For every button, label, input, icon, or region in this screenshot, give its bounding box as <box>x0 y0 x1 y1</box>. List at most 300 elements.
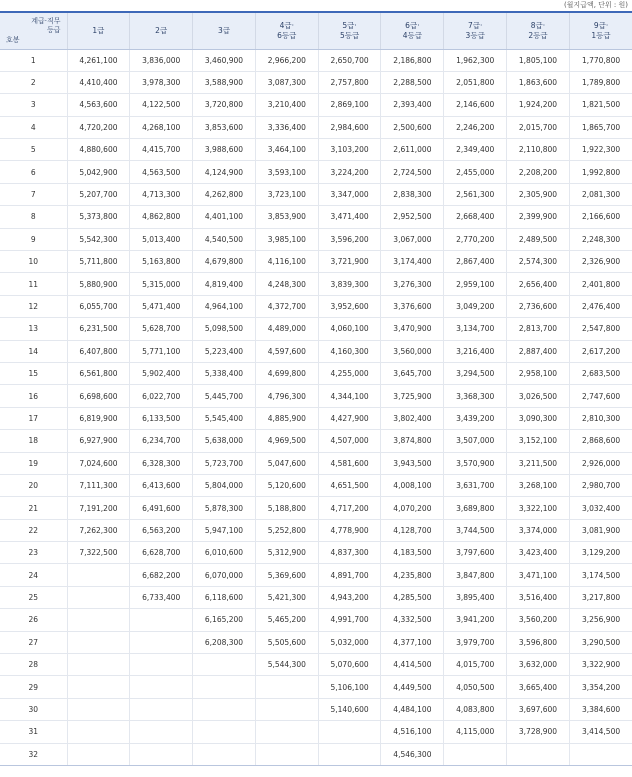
salary-cell: 7,191,200 <box>67 497 130 519</box>
salary-cell: 2,349,400 <box>444 139 507 161</box>
salary-cell: 5,070,600 <box>318 654 381 676</box>
salary-cell: 3,797,600 <box>444 542 507 564</box>
salary-cell: 1,821,500 <box>569 94 632 116</box>
step-cell: 13 <box>0 318 67 340</box>
salary-cell: 3,645,700 <box>381 362 444 384</box>
salary-cell: 3,978,300 <box>130 71 193 93</box>
salary-cell: 2,926,000 <box>569 452 632 474</box>
salary-cell: 5,771,100 <box>130 340 193 362</box>
salary-cell: 4,563,600 <box>67 94 130 116</box>
salary-cell: 3,210,400 <box>255 94 318 116</box>
table-row <box>0 385 632 407</box>
step-cell: 16 <box>0 385 67 407</box>
step-cell: 2 <box>0 71 67 93</box>
salary-cell <box>67 609 130 631</box>
salary-cell: 3,336,400 <box>255 116 318 138</box>
table-row <box>0 206 632 228</box>
table-row <box>0 586 632 608</box>
salary-cell <box>507 743 570 765</box>
salary-cell: 6,055,700 <box>67 295 130 317</box>
salary-cell: 6,010,600 <box>193 542 256 564</box>
salary-cell <box>130 698 193 720</box>
salary-cell: 3,839,300 <box>318 273 381 295</box>
step-cell: 4 <box>0 116 67 138</box>
column-header-7 <box>444 12 507 49</box>
table-row <box>0 407 632 429</box>
salary-cell: 6,133,500 <box>130 407 193 429</box>
salary-cell: 5,638,000 <box>193 430 256 452</box>
table-row <box>0 161 632 183</box>
table-row <box>0 519 632 541</box>
salary-cell: 2,958,100 <box>507 362 570 384</box>
salary-cell: 3,049,200 <box>444 295 507 317</box>
salary-cell: 5,445,700 <box>193 385 256 407</box>
salary-cell: 3,216,400 <box>444 340 507 362</box>
table-row <box>0 340 632 362</box>
table-row <box>0 228 632 250</box>
salary-cell: 7,322,500 <box>67 542 130 564</box>
salary-cell: 2,650,700 <box>318 49 381 71</box>
salary-cell: 4,880,600 <box>67 139 130 161</box>
step-cell: 10 <box>0 251 67 273</box>
table-row <box>0 542 632 564</box>
salary-cell: 6,231,500 <box>67 318 130 340</box>
salary-cell <box>67 743 130 765</box>
salary-cell <box>130 609 193 631</box>
salary-cell: 3,439,200 <box>444 407 507 429</box>
salary-cell: 2,617,200 <box>569 340 632 362</box>
table-row <box>0 116 632 138</box>
column-header-line: 5등급 <box>339 30 360 40</box>
salary-cell: 4,964,100 <box>193 295 256 317</box>
salary-cell: 2,547,800 <box>569 318 632 340</box>
salary-cell: 4,427,900 <box>318 407 381 429</box>
salary-cell: 1,924,200 <box>507 94 570 116</box>
salary-cell: 2,668,400 <box>444 206 507 228</box>
salary-cell: 4,128,700 <box>381 519 444 541</box>
step-cell: 30 <box>0 698 67 720</box>
table-row <box>0 251 632 273</box>
salary-cell: 2,810,300 <box>569 407 632 429</box>
table-row <box>0 295 632 317</box>
salary-cell: 2,288,500 <box>381 71 444 93</box>
salary-cell: 3,721,900 <box>318 251 381 273</box>
salary-cell: 2,813,700 <box>507 318 570 340</box>
salary-cell: 5,163,800 <box>130 251 193 273</box>
salary-cell: 6,733,400 <box>130 586 193 608</box>
salary-cell: 3,728,900 <box>507 721 570 743</box>
salary-cell: 5,315,000 <box>130 273 193 295</box>
salary-cell: 5,098,500 <box>193 318 256 340</box>
salary-cell: 7,024,600 <box>67 452 130 474</box>
table-row <box>0 631 632 653</box>
salary-cell: 6,328,300 <box>130 452 193 474</box>
salary-cell: 4,563,500 <box>130 161 193 183</box>
salary-cell: 6,022,700 <box>130 385 193 407</box>
salary-cell: 5,223,400 <box>193 340 256 362</box>
step-cell: 15 <box>0 362 67 384</box>
salary-cell: 3,211,500 <box>507 452 570 474</box>
salary-cell: 3,134,700 <box>444 318 507 340</box>
salary-cell: 3,570,900 <box>444 452 507 474</box>
column-header-line: 3급 <box>217 25 230 35</box>
salary-cell: 2,208,200 <box>507 161 570 183</box>
salary-cell: 2,683,500 <box>569 362 632 384</box>
salary-cell: 5,947,100 <box>193 519 256 541</box>
salary-cell: 3,847,800 <box>444 564 507 586</box>
salary-cell: 6,819,900 <box>67 407 130 429</box>
salary-cell <box>67 586 130 608</box>
salary-cell: 3,217,800 <box>569 586 632 608</box>
salary-cell: 4,235,800 <box>381 564 444 586</box>
column-header-line: 1급 <box>92 25 105 35</box>
table-row <box>0 71 632 93</box>
salary-cell: 4,160,300 <box>318 340 381 362</box>
salary-cell: 6,927,900 <box>67 430 130 452</box>
salary-cell <box>255 721 318 743</box>
salary-cell <box>569 743 632 765</box>
salary-cell: 3,268,100 <box>507 474 570 496</box>
step-cell: 14 <box>0 340 67 362</box>
salary-cell: 2,966,200 <box>255 49 318 71</box>
salary-cell: 4,717,200 <box>318 497 381 519</box>
corner-label-grade-type: 계급·직무 <box>31 17 61 25</box>
column-header-line: 3등급 <box>465 30 485 40</box>
salary-cell: 2,736,600 <box>507 295 570 317</box>
salary-cell: 2,770,200 <box>444 228 507 250</box>
salary-cell: 2,867,400 <box>444 251 507 273</box>
column-header-line: 7급· <box>467 20 483 30</box>
salary-cell: 2,051,800 <box>444 71 507 93</box>
salary-cell: 2,081,300 <box>569 183 632 205</box>
salary-cell: 5,106,100 <box>318 676 381 698</box>
salary-cell: 5,042,900 <box>67 161 130 183</box>
salary-cell: 3,322,100 <box>507 497 570 519</box>
table-row <box>0 452 632 474</box>
salary-cell: 2,757,800 <box>318 71 381 93</box>
step-cell: 17 <box>0 407 67 429</box>
salary-cell: 3,322,900 <box>569 654 632 676</box>
table-row <box>0 497 632 519</box>
salary-cell: 3,471,100 <box>507 564 570 586</box>
salary-cell: 4,991,700 <box>318 609 381 631</box>
table-row <box>0 94 632 116</box>
salary-cell: 4,124,900 <box>193 161 256 183</box>
step-cell: 5 <box>0 139 67 161</box>
salary-cell: 5,120,600 <box>255 474 318 496</box>
table-row <box>0 609 632 631</box>
table-row <box>0 362 632 384</box>
column-header-line: 4등급 <box>402 30 423 40</box>
salary-cell: 5,545,400 <box>193 407 256 429</box>
corner-label-step: 호봉 <box>6 35 20 44</box>
salary-cell: 3,853,900 <box>255 206 318 228</box>
salary-cell: 2,656,400 <box>507 273 570 295</box>
salary-cell: 4,679,800 <box>193 251 256 273</box>
salary-cell: 4,484,100 <box>381 698 444 720</box>
salary-cell: 2,869,100 <box>318 94 381 116</box>
salary-cell: 3,414,500 <box>569 721 632 743</box>
table-row <box>0 676 632 698</box>
salary-cell: 3,874,800 <box>381 430 444 452</box>
step-cell: 19 <box>0 452 67 474</box>
salary-cell: 4,261,100 <box>67 49 130 71</box>
salary-cell: 4,581,600 <box>318 452 381 474</box>
salary-cell: 2,146,600 <box>444 94 507 116</box>
table-row <box>0 183 632 205</box>
step-cell: 12 <box>0 295 67 317</box>
salary-cell: 3,941,200 <box>444 609 507 631</box>
salary-cell: 3,276,300 <box>381 273 444 295</box>
salary-cell: 6,413,600 <box>130 474 193 496</box>
salary-cell: 5,628,700 <box>130 318 193 340</box>
salary-cell: 2,980,700 <box>569 474 632 496</box>
salary-cell: 2,489,500 <box>507 228 570 250</box>
step-cell: 9 <box>0 228 67 250</box>
salary-cell: 1,992,800 <box>569 161 632 183</box>
salary-cell: 3,507,000 <box>444 430 507 452</box>
salary-cell: 4,507,000 <box>318 430 381 452</box>
salary-cell <box>130 743 193 765</box>
salary-cell: 1,863,600 <box>507 71 570 93</box>
salary-cell: 2,724,500 <box>381 161 444 183</box>
salary-cell: 3,943,500 <box>381 452 444 474</box>
salary-cell: 5,032,000 <box>318 631 381 653</box>
salary-cell: 7,262,300 <box>67 519 130 541</box>
salary-cell: 3,689,800 <box>444 497 507 519</box>
salary-cell: 2,393,400 <box>381 94 444 116</box>
salary-cell: 4,015,700 <box>444 654 507 676</box>
salary-cell: 1,922,300 <box>569 139 632 161</box>
salary-cell: 3,224,200 <box>318 161 381 183</box>
salary-cell: 3,374,000 <box>507 519 570 541</box>
step-cell: 6 <box>0 161 67 183</box>
salary-cell: 3,087,300 <box>255 71 318 93</box>
salary-cell: 2,984,600 <box>318 116 381 138</box>
table-row <box>0 564 632 586</box>
salary-cell <box>255 698 318 720</box>
salary-cell: 5,902,400 <box>130 362 193 384</box>
salary-cell <box>193 743 256 765</box>
salary-cell: 5,047,600 <box>255 452 318 474</box>
salary-cell: 4,116,100 <box>255 251 318 273</box>
column-header-6 <box>381 12 444 49</box>
salary-cell: 5,723,700 <box>193 452 256 474</box>
salary-table-body <box>0 49 632 766</box>
salary-cell: 1,865,700 <box>569 116 632 138</box>
salary-cell: 6,563,200 <box>130 519 193 541</box>
table-row <box>0 698 632 720</box>
salary-cell: 2,305,900 <box>507 183 570 205</box>
salary-cell: 4,248,300 <box>255 273 318 295</box>
salary-cell: 4,597,600 <box>255 340 318 362</box>
salary-cell: 5,013,400 <box>130 228 193 250</box>
salary-cell: 2,838,300 <box>381 183 444 205</box>
column-header-line: 6등급 <box>277 30 297 40</box>
salary-cell: 2,326,900 <box>569 251 632 273</box>
salary-cell: 3,560,200 <box>507 609 570 631</box>
salary-cell: 4,060,100 <box>318 318 381 340</box>
salary-cell: 4,819,400 <box>193 273 256 295</box>
step-cell: 26 <box>0 609 67 631</box>
salary-cell <box>193 721 256 743</box>
salary-cell: 1,962,300 <box>444 49 507 71</box>
salary-cell: 6,698,600 <box>67 385 130 407</box>
salary-cell: 5,369,600 <box>255 564 318 586</box>
salary-cell: 2,952,500 <box>381 206 444 228</box>
salary-cell: 3,103,200 <box>318 139 381 161</box>
salary-cell: 4,796,300 <box>255 385 318 407</box>
salary-cell: 4,891,700 <box>318 564 381 586</box>
salary-cell: 2,959,100 <box>444 273 507 295</box>
table-row <box>0 654 632 676</box>
step-cell: 32 <box>0 743 67 765</box>
salary-cell <box>67 698 130 720</box>
salary-cell: 5,711,800 <box>67 251 130 273</box>
salary-cell: 3,979,700 <box>444 631 507 653</box>
step-cell: 29 <box>0 676 67 698</box>
column-header-line: 8급· <box>530 20 546 30</box>
salary-cell <box>318 721 381 743</box>
salary-cell: 3,802,400 <box>381 407 444 429</box>
salary-cell: 3,090,300 <box>507 407 570 429</box>
salary-cell: 5,880,900 <box>67 273 130 295</box>
salary-table <box>0 11 632 766</box>
salary-cell: 3,376,600 <box>381 295 444 317</box>
salary-cell: 5,188,800 <box>255 497 318 519</box>
salary-cell: 4,255,000 <box>318 362 381 384</box>
step-cell: 18 <box>0 430 67 452</box>
salary-cell: 3,596,800 <box>507 631 570 653</box>
salary-cell: 4,415,700 <box>130 139 193 161</box>
step-cell: 22 <box>0 519 67 541</box>
salary-cell: 3,697,600 <box>507 698 570 720</box>
salary-cell: 3,026,500 <box>507 385 570 407</box>
salary-cell: 2,015,700 <box>507 116 570 138</box>
salary-cell <box>255 743 318 765</box>
salary-cell: 3,596,200 <box>318 228 381 250</box>
salary-cell: 4,401,100 <box>193 206 256 228</box>
column-header-4 <box>255 12 318 49</box>
salary-cell: 5,804,000 <box>193 474 256 496</box>
salary-cell: 3,174,400 <box>381 251 444 273</box>
salary-cell: 3,032,400 <box>569 497 632 519</box>
table-row <box>0 743 632 765</box>
salary-cell: 4,449,500 <box>381 676 444 698</box>
salary-cell: 6,234,700 <box>130 430 193 452</box>
salary-cell: 2,246,200 <box>444 116 507 138</box>
step-cell: 23 <box>0 542 67 564</box>
table-row <box>0 430 632 452</box>
column-header-9 <box>569 12 632 49</box>
salary-cell: 4,083,800 <box>444 698 507 720</box>
salary-cell: 3,895,400 <box>444 586 507 608</box>
step-cell: 8 <box>0 206 67 228</box>
step-cell: 28 <box>0 654 67 676</box>
salary-cell: 5,312,900 <box>255 542 318 564</box>
salary-cell: 3,985,100 <box>255 228 318 250</box>
column-header-line: 4급· <box>279 20 294 30</box>
salary-cell: 6,118,600 <box>193 586 256 608</box>
salary-cell: 3,384,600 <box>569 698 632 720</box>
salary-cell: 3,471,400 <box>318 206 381 228</box>
salary-cell: 4,070,200 <box>381 497 444 519</box>
salary-cell: 4,489,000 <box>255 318 318 340</box>
column-header-line: 1등급 <box>591 30 611 40</box>
salary-cell: 1,770,800 <box>569 49 632 71</box>
salary-cell: 3,665,400 <box>507 676 570 698</box>
salary-cell: 3,464,100 <box>255 139 318 161</box>
salary-cell: 4,699,800 <box>255 362 318 384</box>
salary-cell: 4,262,800 <box>193 183 256 205</box>
salary-cell: 4,720,200 <box>67 116 130 138</box>
table-row <box>0 49 632 71</box>
step-cell: 27 <box>0 631 67 653</box>
salary-cell: 4,344,100 <box>318 385 381 407</box>
column-header-line: 5급· <box>342 20 357 30</box>
salary-cell: 4,122,500 <box>130 94 193 116</box>
salary-cell: 5,373,800 <box>67 206 130 228</box>
salary-cell: 4,713,300 <box>130 183 193 205</box>
salary-cell: 2,455,000 <box>444 161 507 183</box>
salary-cell <box>67 654 130 676</box>
salary-cell: 3,347,000 <box>318 183 381 205</box>
salary-cell: 6,628,700 <box>130 542 193 564</box>
corner-label-grade: 등급 <box>46 26 61 34</box>
salary-cell: 3,723,100 <box>255 183 318 205</box>
column-header-5 <box>318 12 381 49</box>
salary-cell: 3,129,200 <box>569 542 632 564</box>
salary-cell: 6,561,800 <box>67 362 130 384</box>
column-header-line: 2급 <box>155 25 168 35</box>
corner-header-cell <box>0 12 67 49</box>
salary-cell: 5,465,200 <box>255 609 318 631</box>
step-cell: 25 <box>0 586 67 608</box>
salary-cell: 2,500,600 <box>381 116 444 138</box>
salary-cell: 5,207,700 <box>67 183 130 205</box>
salary-cell: 2,611,000 <box>381 139 444 161</box>
table-row <box>0 273 632 295</box>
salary-cell <box>444 743 507 765</box>
step-cell: 21 <box>0 497 67 519</box>
salary-cell: 2,476,400 <box>569 295 632 317</box>
salary-cell <box>130 721 193 743</box>
salary-cell: 2,868,600 <box>569 430 632 452</box>
step-cell: 3 <box>0 94 67 116</box>
salary-cell: 3,294,500 <box>444 362 507 384</box>
salary-cell <box>130 631 193 653</box>
salary-cell: 4,332,500 <box>381 609 444 631</box>
salary-cell: 5,252,800 <box>255 519 318 541</box>
column-header-line: 6급· <box>405 20 420 30</box>
salary-cell: 3,081,900 <box>569 519 632 541</box>
salary-cell: 4,862,800 <box>130 206 193 228</box>
step-cell: 31 <box>0 721 67 743</box>
header-row <box>0 12 632 49</box>
salary-cell: 4,969,500 <box>255 430 318 452</box>
salary-cell: 3,988,600 <box>193 139 256 161</box>
salary-cell: 3,516,400 <box>507 586 570 608</box>
salary-cell: 4,546,300 <box>381 743 444 765</box>
salary-cell: 2,574,300 <box>507 251 570 273</box>
salary-cell: 2,401,800 <box>569 273 632 295</box>
salary-cell: 4,414,500 <box>381 654 444 676</box>
salary-cell: 3,720,800 <box>193 94 256 116</box>
salary-cell: 3,744,500 <box>444 519 507 541</box>
salary-cell: 3,593,100 <box>255 161 318 183</box>
salary-cell: 3,853,600 <box>193 116 256 138</box>
salary-cell: 6,491,600 <box>130 497 193 519</box>
